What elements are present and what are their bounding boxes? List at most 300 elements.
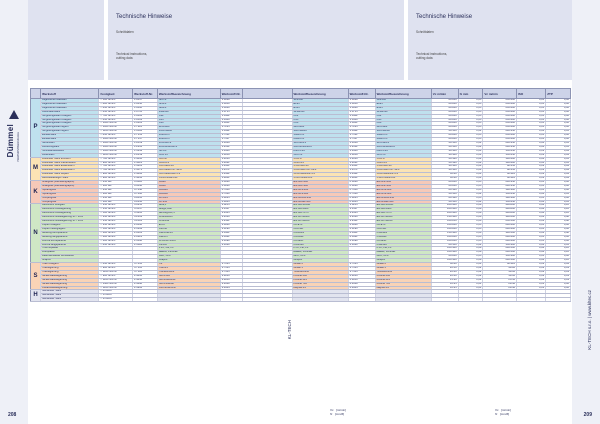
table-cell: 80-200	[431, 122, 458, 126]
table-cell: 0,03	[458, 165, 483, 169]
table-cell: CW452K	[292, 243, 348, 247]
table-cell: 0,05	[458, 227, 483, 231]
table-cell: 100-200	[483, 161, 517, 165]
table-cell: Grade 2	[375, 263, 431, 267]
table-cell: 1.7131	[220, 134, 242, 138]
table-cell	[458, 298, 483, 302]
table-cell: < 1000 N/mm²	[99, 138, 133, 142]
table-cell: 250-400	[483, 126, 517, 130]
table-cell: < 900 N/mm²	[99, 274, 133, 278]
table-cell: 150-300	[483, 243, 517, 247]
table-cell: 1.0038	[348, 99, 375, 103]
table-cell: Kupfer niedriglegiert	[41, 227, 99, 231]
table-cell: 80-200	[431, 118, 458, 122]
header-en-line2-left: cutting data	[116, 56, 133, 61]
table-cell: EN-GJL-200	[292, 181, 348, 185]
table-cell: 1.0060	[133, 106, 158, 110]
table-cell: 0.6020	[348, 181, 375, 185]
table-cell: 2.4964	[220, 286, 242, 290]
table-cell: 3.4365	[133, 212, 158, 216]
table-cell: 3.7165	[348, 266, 375, 270]
material-group-label: N	[31, 204, 41, 263]
table-cell: < 700 N/mm²	[99, 169, 133, 173]
table-cell: < 800 N/mm²	[99, 102, 133, 106]
table-cell: Messing langspanend	[41, 235, 99, 239]
table-cell: 1.0050	[220, 102, 242, 106]
header-en-line1-right: Technical instructions,	[416, 52, 448, 56]
table-cell: 0,08	[546, 216, 571, 220]
table-cell: 400-800	[483, 204, 517, 208]
header-block-right	[408, 0, 572, 80]
table-cell: 200-350	[483, 184, 517, 188]
table-cell: 60-120	[431, 161, 458, 165]
table-cell: EN AC-44100	[375, 220, 431, 224]
table-cell: 200-400	[483, 227, 517, 231]
table-cell: 0,05	[458, 114, 483, 118]
table-cell: 80-200	[431, 99, 458, 103]
table-cell: 0,08	[458, 247, 483, 251]
table-cell: 0,06	[546, 255, 571, 259]
table-cell: 100-250	[431, 220, 458, 224]
table-cell: 0,05	[517, 227, 546, 231]
legend-vc-unit: [m/min]	[501, 408, 511, 412]
table-cell: < 850 N/mm²	[99, 106, 133, 110]
table-cell: X5CrNi18-10	[375, 165, 431, 169]
table-cell: X6Cr17	[375, 157, 431, 161]
table-cell: 0,05	[546, 130, 571, 134]
table-cell: 1.7225	[220, 126, 242, 130]
column-header: Werkstoffbezeichnung	[292, 89, 348, 99]
table-cell: 34CrNiMo6	[375, 130, 431, 134]
table-cell: 16MnCr5	[292, 134, 348, 138]
table-cell: 0,05	[517, 126, 546, 130]
table-cell: CW508L	[375, 235, 431, 239]
table-cell: 20-50	[431, 266, 458, 270]
table-cell: EN-GJL-200	[375, 181, 431, 185]
table-cell: 0,04	[458, 161, 483, 165]
table-cell: Kobalt-Basislegierung	[41, 286, 99, 290]
table-cell: 0,05	[458, 122, 483, 126]
table-cell: 3.0255	[133, 204, 158, 208]
table-cell: 0,01	[458, 286, 483, 290]
table-cell: 80-200	[431, 181, 458, 185]
table-cell: 1.3343	[220, 149, 242, 153]
table-cell: E335	[375, 106, 431, 110]
table-cell: E335	[292, 106, 348, 110]
table-cell: Al99,5	[157, 204, 220, 208]
table-cell: NiCr15Fe	[157, 274, 220, 278]
table-cell: 0,05	[458, 138, 483, 142]
table-cell: 1.0503	[348, 118, 375, 122]
table-cell: 200-350	[483, 130, 517, 134]
table-cell: 0.8145	[133, 200, 158, 204]
table-cell: < 1200 N/mm²	[99, 153, 133, 157]
table-cell: 0,02	[517, 274, 546, 278]
column-header: ISO	[517, 89, 546, 99]
table-cell: < 55 HRC	[99, 294, 133, 298]
table-cell: 0,05	[546, 145, 571, 149]
header-block-left-blank	[28, 0, 104, 80]
table-cell: PVC, PE, PP	[375, 247, 431, 251]
table-cell: Haynes 25	[292, 286, 348, 290]
table-cell: EN AC-46000	[375, 216, 431, 220]
table-cell: Grauguss (Lamellengraphit)	[41, 184, 99, 188]
table-cell: Gehärteter Stahl	[41, 290, 99, 294]
table-cell: 80-200	[431, 114, 458, 118]
table-cell: CuCrZr	[157, 227, 220, 231]
table-cell: HS6-5-2C	[292, 149, 348, 153]
table-cell: Sphäroguss	[41, 188, 99, 192]
table-cell: 2.1090	[133, 239, 158, 243]
table-cell: St37-2	[157, 99, 220, 103]
table-cell: TiAl4Mo4Sn2	[292, 270, 348, 274]
table-cell: 1.4462	[220, 173, 242, 177]
table-cell: < 45 HRC	[99, 290, 133, 294]
table-cell: 0,04	[458, 200, 483, 204]
table-cell: Graphit	[157, 259, 220, 263]
table-cell: 200-500	[483, 251, 517, 255]
table-cell: 250-400	[483, 99, 517, 103]
table-cell: 0.6020	[133, 181, 158, 185]
table-cell: 0,05	[517, 239, 546, 243]
table-cell: Ti2	[157, 263, 220, 267]
table-cell: 2.1293	[133, 227, 158, 231]
table-cell: 0,04	[546, 165, 571, 169]
table-cell: 1.8159	[348, 153, 375, 157]
table-cell: 0.8035	[133, 196, 158, 200]
table-cell: < 300 HB	[99, 200, 133, 204]
table-cell: 0.6030	[348, 184, 375, 188]
table-cell: 1.0037	[133, 99, 158, 103]
table-cell: 300-600	[483, 216, 517, 220]
table-cell: 60-120	[483, 173, 517, 177]
table-cell: 150-250	[483, 192, 517, 196]
table-cell: Inconel 625	[292, 278, 348, 282]
table-cell: 2.4816	[348, 274, 375, 278]
table-cell: 0,03	[517, 173, 546, 177]
table-cell: 1.4021	[220, 161, 242, 165]
table-cell	[243, 298, 292, 302]
table-cell: 3.7185	[133, 270, 158, 274]
table-cell: 1.4571	[220, 169, 242, 173]
table-cell: 0,08	[517, 208, 546, 212]
table-cell: 1.6582	[133, 130, 158, 134]
table-cell: < 700 N/mm²	[99, 157, 133, 161]
table-cell: G-AlSi9Cu3	[157, 216, 220, 220]
table-cell: 250-400	[483, 102, 517, 106]
table-cell: 0,06	[546, 235, 571, 239]
table-cell: Bronze langspanend	[41, 243, 99, 247]
table-cell: E295	[292, 102, 348, 106]
table-cell: 2.0321	[220, 235, 242, 239]
table-cell: 0,08	[458, 259, 483, 263]
table-cell: 0,05	[517, 102, 546, 106]
table-cell: 0,03	[517, 165, 546, 169]
table-cell: 2.4856	[133, 278, 158, 282]
table-cell: 0,05	[517, 122, 546, 126]
table-cell: 34CrNiMo6	[292, 130, 348, 134]
table-cell: 80-200	[431, 106, 458, 110]
table-cell: 0,05	[458, 255, 483, 259]
table-cell: 200-350	[483, 181, 517, 185]
table-cell: 80-150	[483, 169, 517, 173]
table-cell: 1.0050	[133, 102, 158, 106]
table-cell: 0,05	[517, 184, 546, 188]
table-cell: 3.7035	[133, 263, 158, 267]
table-cell: 30-60	[483, 270, 517, 274]
table-cell: 1.8159	[220, 153, 242, 157]
table-cell: X15CrNiSi25-21	[157, 177, 220, 181]
table-cell: 1.0038	[220, 99, 242, 103]
table-cell: 0,05	[546, 192, 571, 196]
table-cell: 0,04	[517, 145, 546, 149]
header-subtitle-left: Schnittdaten	[116, 30, 134, 34]
header-block-left	[108, 0, 300, 80]
table-body	[31, 99, 571, 302]
table-cell: 250-400	[483, 134, 517, 138]
table-cell: 180-300	[483, 196, 517, 200]
table-cell: 0,06	[546, 99, 571, 103]
table-cell: 1.2312	[220, 145, 242, 149]
table-cell: 3.2163	[133, 216, 158, 220]
table-cell: 60-120	[483, 263, 517, 267]
table-cell: < 1200 N/mm²	[99, 130, 133, 134]
table-cell: X6Cr17	[292, 157, 348, 161]
table-cell: 1.4301	[133, 165, 158, 169]
table-cell: 250-400	[483, 118, 517, 122]
table-cell: 2.0401	[348, 231, 375, 235]
table-cell: EN-GJS-600	[375, 192, 431, 196]
table-cell: Aluminium-Gusslegierung Si > 10%	[41, 220, 99, 224]
table-cell: Gehärteter Stahl	[41, 298, 99, 302]
table-cell: 0,06	[517, 231, 546, 235]
table-cell: 200-400	[431, 204, 458, 208]
table-cell: 0,03	[517, 153, 546, 157]
table-cell: GFK, CFK	[292, 255, 348, 259]
logo-text: Dümmel	[6, 124, 15, 158]
material-group-label: K	[31, 181, 41, 204]
table-cell: 1.4841	[133, 177, 158, 181]
table-cell: 3.3547	[220, 208, 242, 212]
table-cell: 0,05	[458, 110, 483, 114]
table-cell: EN-GJL-300	[292, 184, 348, 188]
table-cell: C45	[157, 118, 220, 122]
table-cell: 0,03	[546, 274, 571, 278]
table-cell: C60	[375, 122, 431, 126]
table-cell: X20Cr13	[292, 161, 348, 165]
table-cell: X6Cr17	[157, 157, 220, 161]
table-cell: St50-2	[157, 102, 220, 106]
table-cell: 40-100	[431, 149, 458, 153]
table-cell: 3.7185	[348, 270, 375, 274]
table-cell: < 1200 N/mm²	[99, 270, 133, 274]
table-cell: C22	[157, 114, 220, 118]
table-cell: Inconel 600	[375, 274, 431, 278]
table-cell: < 900 N/mm²	[99, 177, 133, 181]
table-cell: 3.3547	[133, 208, 158, 212]
table-cell: 0,04	[546, 263, 571, 267]
table-cell: 150-300	[483, 255, 517, 259]
table-cell: 1.4016	[133, 157, 158, 161]
table-cell: Titanlegierung	[41, 266, 99, 270]
table-cell: TiAl6V4	[157, 266, 220, 270]
table-cell: 50CrV4	[157, 153, 220, 157]
table-cell: < 1000 N/mm²	[99, 122, 133, 126]
table-cell: Inconel 625	[375, 278, 431, 282]
table-cell: 80-200	[431, 134, 458, 138]
table-cell: 0,04	[458, 130, 483, 134]
table-cell: 1.0060	[220, 106, 242, 110]
table-cell: Vergütungsstahl unlegiert	[41, 122, 99, 126]
table-cell: 34CrNiMo6	[157, 130, 220, 134]
table-cell: 0,04	[458, 192, 483, 196]
table-cell: 0,01	[458, 282, 483, 286]
table-cell: CC493K	[375, 239, 431, 243]
table-cell: 0,06	[546, 122, 571, 126]
column-header: Festigkeit	[99, 89, 133, 99]
table-cell: 0,08	[517, 247, 546, 251]
table-cell: 20-40	[431, 274, 458, 278]
table-cell: 0,06	[546, 118, 571, 122]
column-header: Werkstoff-Nr.	[133, 89, 158, 99]
table-cell: 0,05	[458, 126, 483, 130]
column-header: Werkstoffbezeichnung	[375, 89, 431, 99]
table-cell: 0,03	[517, 169, 546, 173]
table-cell: Rostfreier Stahl ferritisch	[41, 157, 99, 161]
table-cell: 0,04	[458, 157, 483, 161]
table-cell: Grade 2	[292, 263, 348, 267]
table-cell: < 1200 N/mm²	[99, 286, 133, 290]
table-cell: Gehärteter Stahl	[41, 294, 99, 298]
table-cell: 2.1020	[220, 243, 242, 247]
table-cell: 1.8519	[348, 141, 375, 145]
table-cell: 0,06	[546, 110, 571, 114]
table-cell: 0,05	[517, 114, 546, 118]
table-cell: 11SMn30	[375, 110, 431, 114]
table-cell: 42CrMo4	[157, 126, 220, 130]
table-cell: 1.0402	[220, 114, 242, 118]
table-cell: 0.8035	[220, 196, 242, 200]
table-cell: Hitzebeständiger Stahl	[41, 177, 99, 181]
table-cell: 30-60	[483, 274, 517, 278]
table-cell	[375, 298, 431, 302]
table-cell: 1.4301	[348, 165, 375, 169]
table-cell: 2.1090	[348, 239, 375, 243]
table-cell: NiCr19NbMo	[157, 282, 220, 286]
table-cell: 100-200	[483, 157, 517, 161]
table-cell: 0,06	[458, 231, 483, 235]
right-margin-strip	[572, 0, 600, 424]
table-cell: 0,02	[458, 266, 483, 270]
table-cell: Vergütungsstahl unlegiert	[41, 118, 99, 122]
table-cell: 51CrV4	[375, 153, 431, 157]
table-cell: 2.4668	[220, 282, 242, 286]
table-cell: 0,08	[546, 220, 571, 224]
table-cell: C60	[157, 122, 220, 126]
table-cell: 0.6020	[220, 181, 242, 185]
table-cell: PVC, PE, PP	[292, 247, 348, 251]
table-cell: Nickel-Basislegierung	[41, 274, 99, 278]
table-cell: X20Cr13	[375, 161, 431, 165]
table-cell: GGG40	[157, 188, 220, 192]
table-cell: 150-250	[483, 200, 517, 204]
table-cell: 0,05	[546, 161, 571, 165]
table-cell: Nickel-Basislegierung	[41, 278, 99, 282]
table-cell: 0,10	[546, 259, 571, 263]
legend-left	[330, 408, 346, 416]
header-subtitle-right: Schnittdaten	[416, 30, 434, 34]
table-cell: G-AlSi12	[157, 220, 220, 224]
table-cell: 0,02	[458, 278, 483, 282]
table-cell: 0,04	[517, 243, 546, 247]
table-cell: 80-200	[431, 110, 458, 114]
table-cell: < 500 N/mm²	[99, 212, 133, 216]
logo-triangle-icon	[9, 110, 19, 119]
table-cell: 100-300	[431, 251, 458, 255]
table-cell: 250-400	[483, 138, 517, 142]
table-cell: 0,06	[546, 114, 571, 118]
material-group-label: H	[31, 290, 41, 302]
table-cell: < 900 N/mm²	[99, 266, 133, 270]
table-cell: X6CrNiMoTi17-12-2	[292, 169, 348, 173]
table-cell: 40CrMnMoS8-6	[292, 145, 348, 149]
table-cell: S6-5-2	[157, 149, 220, 153]
column-header	[31, 89, 41, 99]
table-cell: 40-100	[431, 153, 458, 157]
table-cell: 0,05	[517, 255, 546, 259]
column-header: Werkstoffbezeichnung	[157, 89, 220, 99]
table-cell: 0,05	[458, 99, 483, 103]
table-cell: 200-400	[431, 212, 458, 216]
table-cell: CuSn6	[157, 243, 220, 247]
table-cell: 1.7147	[220, 138, 242, 142]
table-cell: 0,10	[546, 208, 571, 212]
table-cell: 2.4816	[220, 274, 242, 278]
table-cell: E295	[375, 102, 431, 106]
table-cell	[157, 298, 220, 302]
table-cell: CW452K	[375, 243, 431, 247]
table-cell: 25-50	[483, 278, 517, 282]
table-cell: EN-GJMW-350	[375, 196, 431, 200]
table-cell: 9SMn28	[157, 110, 220, 114]
table-cell: X5CrNi18-10	[157, 165, 220, 169]
table-cell: 0,04	[517, 141, 546, 145]
table-cell: 0,06	[546, 102, 571, 106]
table-cell: Vergütungsstahl unlegiert	[41, 114, 99, 118]
table-cell: 400-800	[483, 208, 517, 212]
table-cell: 0,05	[517, 118, 546, 122]
table-cell: 0,05	[517, 106, 546, 110]
table-cell: 0,04	[458, 141, 483, 145]
table-cell: Rostfreier Stahl Duplex	[41, 173, 99, 177]
table-cell: 0,05	[458, 224, 483, 228]
table-cell: 1.0715	[220, 110, 242, 114]
table-cell: 200-400	[483, 235, 517, 239]
table-cell: Bronze kurzspanend	[41, 239, 99, 243]
table-cell: 3.4365	[220, 212, 242, 216]
table-cell: 0,05	[458, 196, 483, 200]
table-cell: 1.4462	[133, 173, 158, 177]
table-cell: GFK, CFK	[375, 255, 431, 259]
table-cell: 0,08	[546, 231, 571, 235]
table-cell: 1.0503	[133, 118, 158, 122]
table-cell: 0,04	[517, 157, 546, 161]
table-cell: X6CrNiMoTi17-12-2	[375, 169, 431, 173]
table-cell: 0,06	[546, 126, 571, 130]
table-cell: S235JR	[292, 99, 348, 103]
page-number-left: 208	[8, 412, 17, 418]
table-cell: EN AW-7075	[375, 212, 431, 216]
